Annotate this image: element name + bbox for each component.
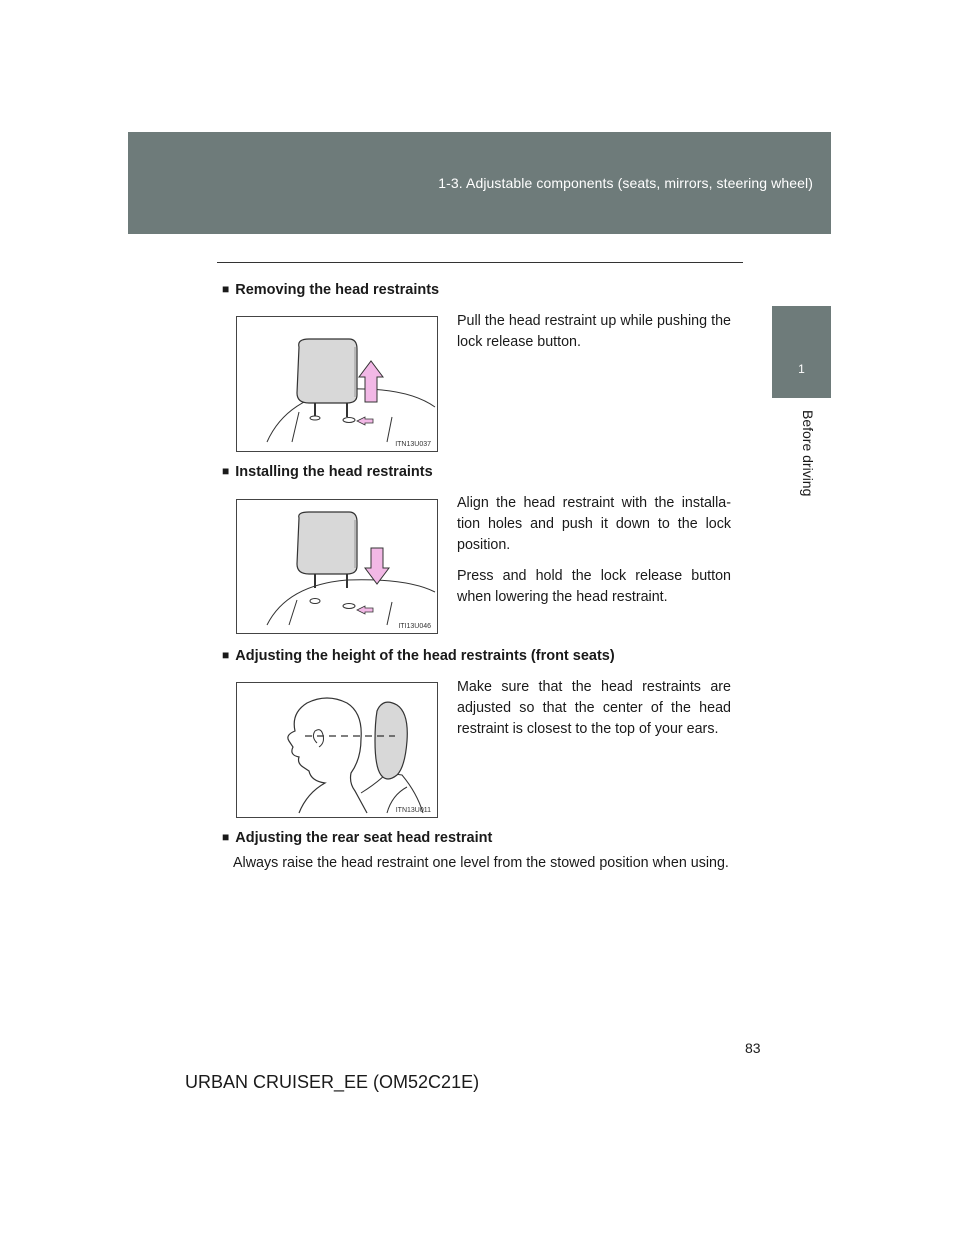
illustration-code: ITI13U046: [398, 623, 431, 630]
chapter-title: 1-3. Adjustable components (seats, mirrors, steering wheel): [438, 175, 813, 191]
page-number: 83: [745, 1040, 761, 1056]
illustration-code: ITN13U037: [395, 441, 431, 448]
bullet-icon: ■: [222, 648, 230, 662]
section-text-rear-seat: Always raise the head restraint one level from the stowed position when using.: [233, 855, 729, 871]
illustration-remove-headrest: [236, 316, 438, 452]
chapter-header: [128, 132, 831, 234]
section-divider: [217, 262, 743, 263]
section-heading-adjusting-height: ■ Adjusting the height of the head restraints (front seats): [222, 648, 615, 664]
bullet-icon: ■: [222, 464, 230, 478]
section-text-adjusting-height: Make sure that the head restraints are adjusted so that the center of the head restraint is closest to the top of your ears.: [457, 679, 731, 737]
section-heading-removing: ■ Removing the head restraints: [222, 282, 440, 298]
document-footer: URBAN CRUISER_EE (OM52C21E): [185, 1072, 480, 1092]
bullet-icon: ■: [222, 830, 230, 844]
section-heading-installing: ■ Installing the head restraints: [222, 464, 433, 480]
illustration-code: ITN13U011: [395, 807, 431, 814]
chapter-tab-number: 1: [798, 362, 805, 376]
section-heading-rear-seat: ■ Adjusting the rear seat head restraint: [222, 830, 493, 846]
illustration-headrest-height: [236, 682, 438, 818]
section-text-removing: Pull the head restraint up while pushing the lock release button.: [457, 313, 731, 350]
section-text-installing: Align the head restraint with the installa-tion holes and push it down to the lock position. Press and hold the lock release button when lowering the head restraint.: [457, 495, 731, 605]
chapter-side-label: Before driving: [800, 410, 816, 497]
chapter-tab: [772, 306, 831, 398]
bullet-icon: ■: [222, 282, 230, 296]
illustration-install-headrest: [236, 499, 438, 634]
